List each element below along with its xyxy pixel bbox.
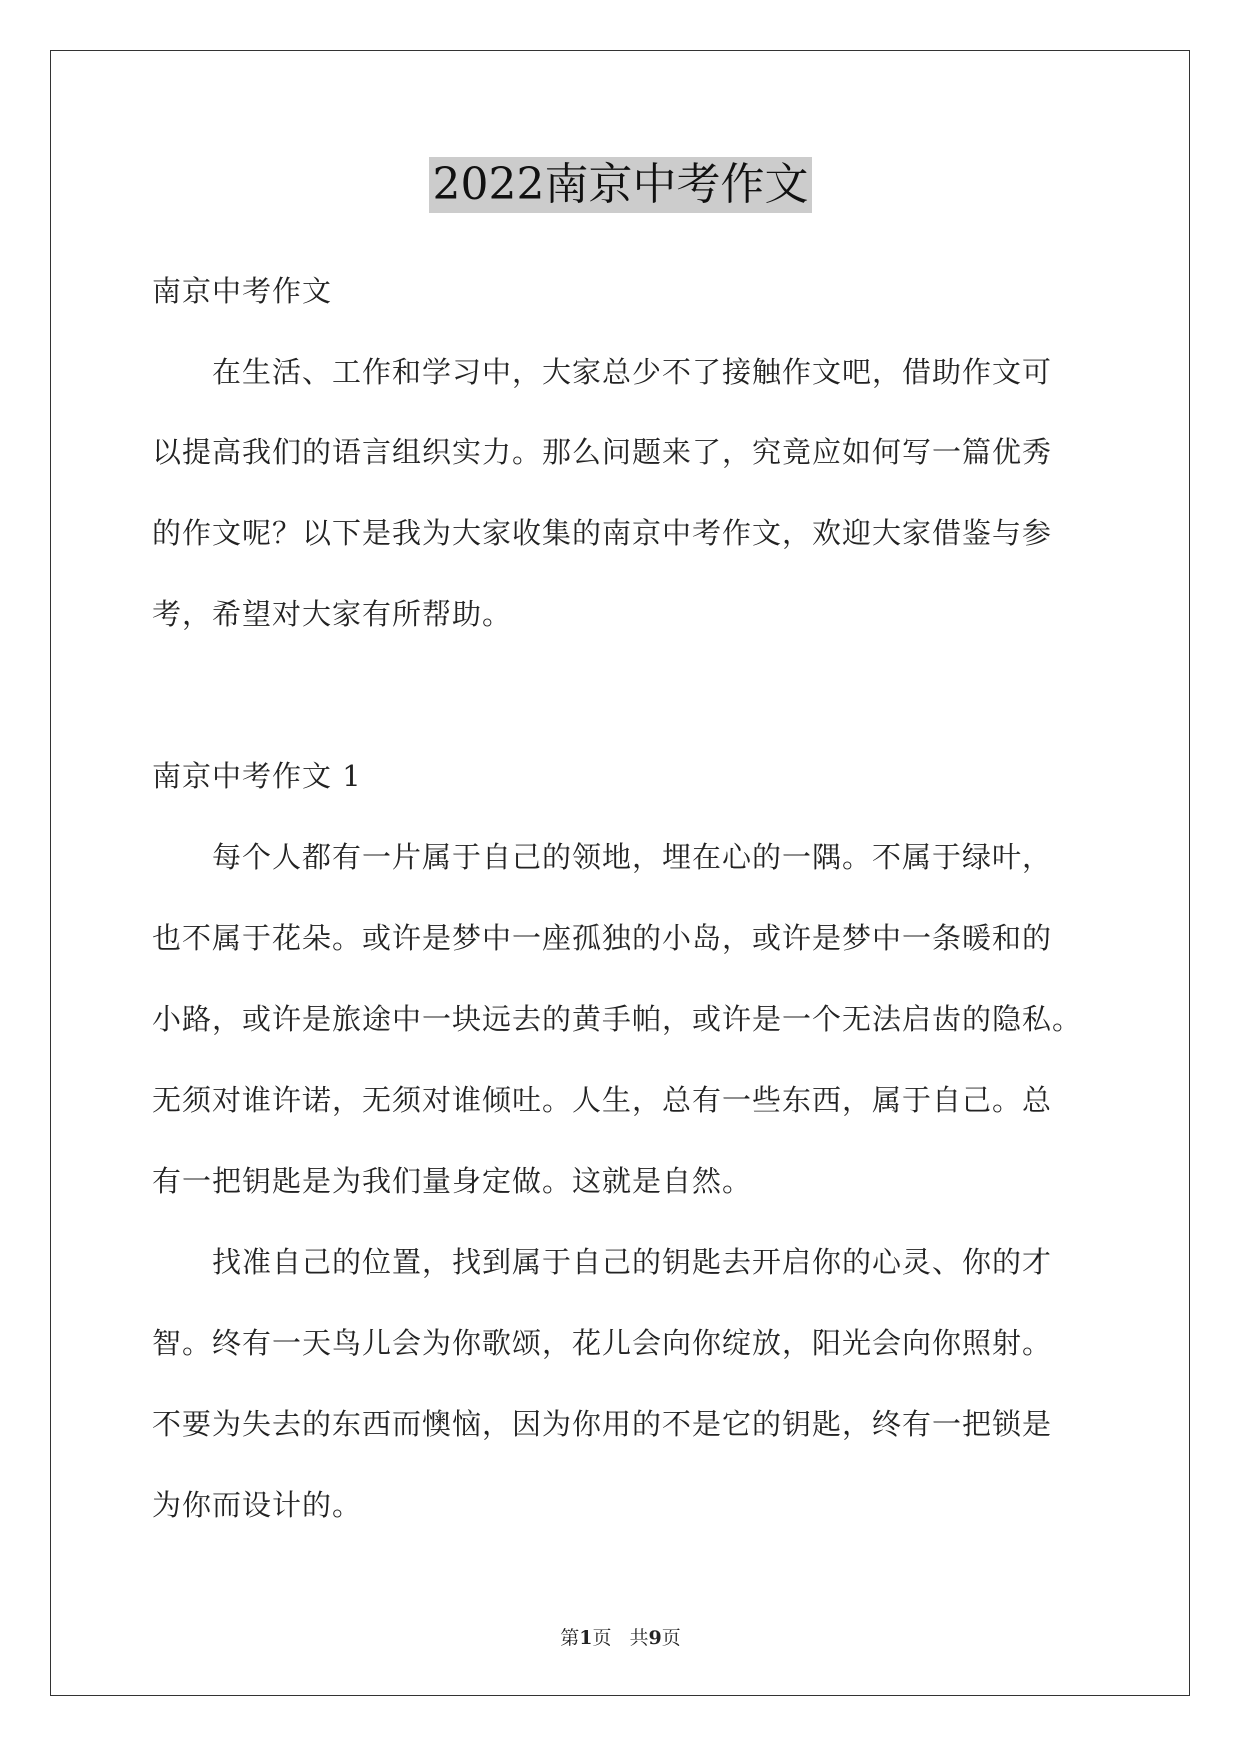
total-suffix: 页 (661, 1627, 681, 1649)
total-page-number: 9 (648, 1627, 662, 1649)
intro-line: 考，希望对大家有所帮助。 (152, 597, 513, 631)
paragraph-line: 每个人都有一片属于自己的领地，埋在心的一隅。不属于绿叶， (212, 840, 1053, 874)
intro-line: 的作文呢？以下是我为大家收集的南京中考作文，欢迎大家借鉴与参 (152, 516, 1053, 550)
page-suffix: 页 (592, 1627, 612, 1649)
paragraph-line: 智。终有一天鸟儿会为你歌颂，花儿会向你绽放，阳光会向你照射。 (152, 1326, 1053, 1360)
paragraph-line: 有一把钥匙是为我们量身定做。这就是自然。 (152, 1164, 753, 1198)
document-subtitle: 南京中考作文 (152, 274, 333, 308)
paragraph-line: 无须对谁许诺，无须对谁倾吐。人生，总有一些东西，属于自己。总 (152, 1083, 1053, 1117)
section-heading: 南京中考作文 1 (152, 759, 362, 793)
paragraph-line: 小路，或许是旅途中一块远去的黄手帕，或许是一个无法启齿的隐私。 (152, 1002, 1083, 1036)
page-prefix: 第 (560, 1627, 580, 1649)
total-prefix: 共 (629, 1627, 649, 1649)
title-container (0, 157, 1241, 213)
paragraph-line: 为你而设计的。 (152, 1488, 363, 1522)
intro-line: 以提高我们的语言组织实力。那么问题来了，究竟应如何写一篇优秀 (152, 435, 1053, 469)
document-title: 2022南京中考作文 (429, 157, 813, 213)
page-footer (0, 1623, 1241, 1650)
current-page-number: 1 (579, 1627, 593, 1649)
paragraph-line: 找准自己的位置，找到属于自己的钥匙去开启你的心灵、你的才 (212, 1245, 1053, 1279)
paragraph-line: 也不属于花朵。或许是梦中一座孤独的小岛，或许是梦中一条暖和的 (152, 921, 1053, 955)
intro-line: 在生活、工作和学习中，大家总少不了接触作文吧，借助作文可 (212, 355, 1053, 389)
paragraph-line: 不要为失去的东西而懊恼，因为你用的不是它的钥匙，终有一把锁是 (152, 1407, 1053, 1441)
